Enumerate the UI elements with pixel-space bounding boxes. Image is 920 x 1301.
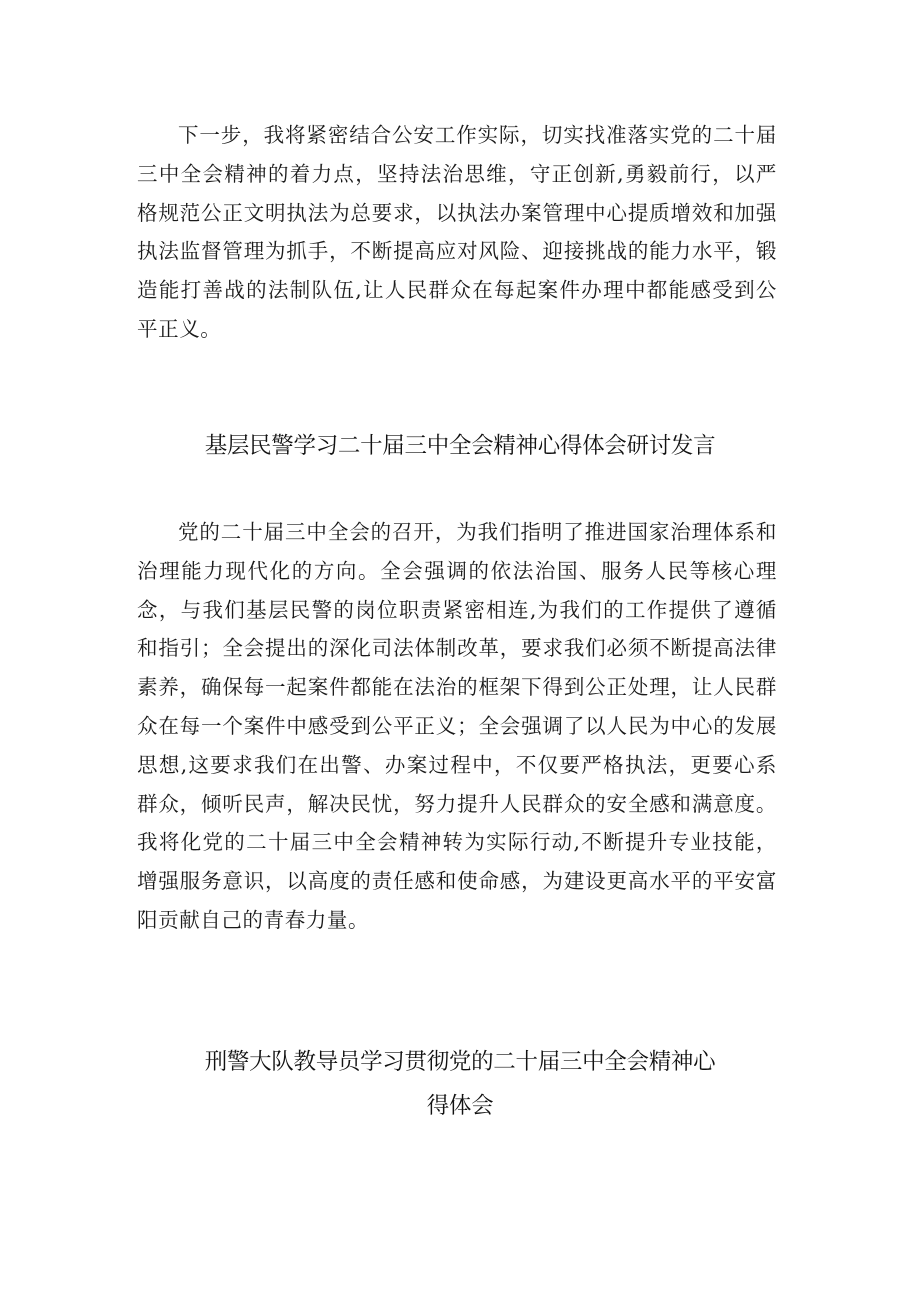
section-heading-2-line-1: 刑警大队教导员学习贯彻党的二十届三中全会精神心 (204, 1049, 716, 1075)
section-heading-2-line-2: 得体会 (426, 1093, 494, 1119)
body-paragraph-2: 党的二十届三中全会的召开，为我们指明了推进国家治理体系和治理能力现代化的方向。全会强调的依法治国、服务人民等核心理念，与我们基层民警的岗位职责紧密相连,为我们的工作提供了遵循和指引；全会提出的深化司法体制改革，要求我们必须不断提高法律素养，确保每一起案件都能在法治的框架下得到公正处理，让人民群众在每一个案件中感受到公平正义；全会强调了以人民为中心的发展思想,这要求我们在出警、办案过程中，不仅要严格执法，更要心系群众，倾听民声，解决民忧，努力提升人民群众的安全感和满意度。我将化党的二十届三中全会精神转为实际行动,不断提升专业技能，增强服务意识，以高度的责任感和使命感，为建设更高水平的平安富阳贡献自己的青春力量。 (137, 520, 777, 932)
section-heading-1: 基层民警学习二十届三中全会精神心得体会研讨发言 (204, 433, 716, 459)
body-paragraph-1: 下一步，我将紧密结合公安工作实际，切实找准落实党的二十届三中全会精神的着力点，坚持法治思维，守正创新,勇毅前行，以严格规范公正文明执法为总要求，以执法办案管理中心提质增效和加强执法监督管理为抓手，不断提高应对风险、迎接挑战的能力水平，锻造能打善战的法制队伍,让人民群众在每起案件办理中都能感受到公平正义。 (137, 123, 777, 341)
section-heading-2 (100, 1040, 820, 1128)
